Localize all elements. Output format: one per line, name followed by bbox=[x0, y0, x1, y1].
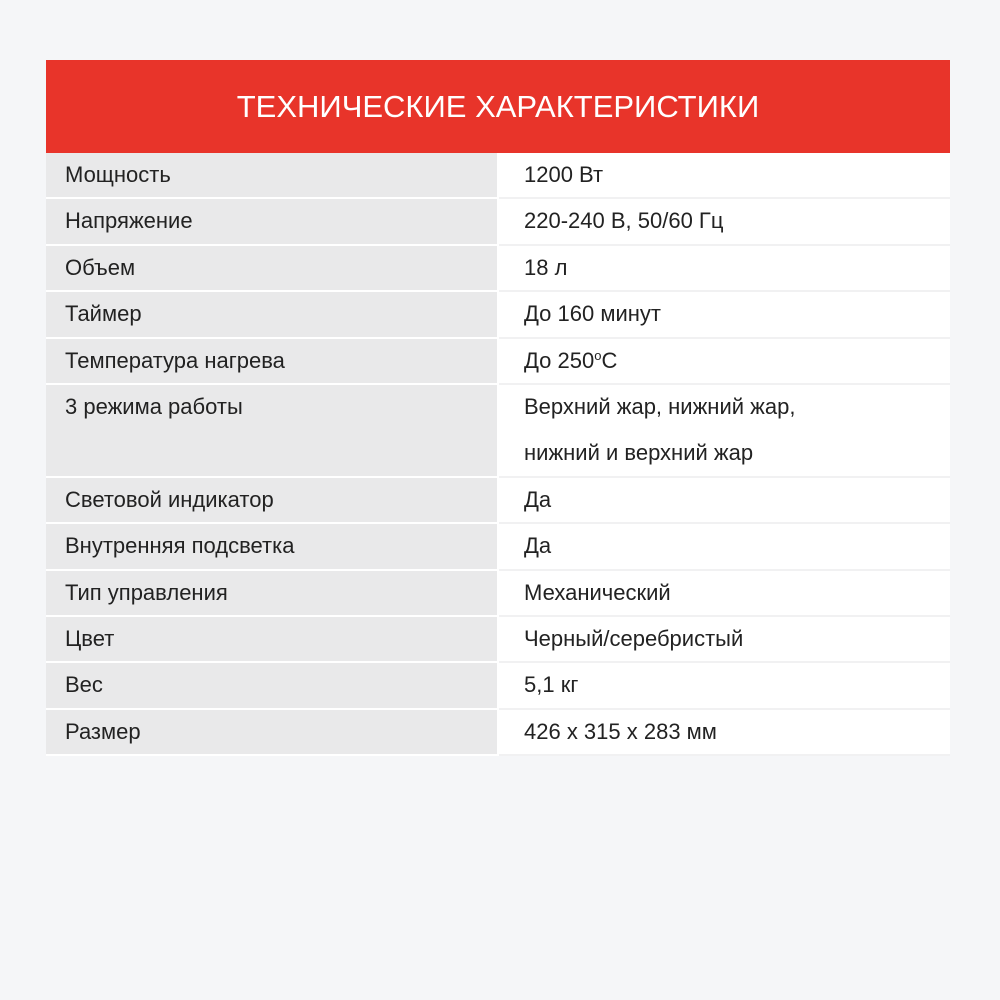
spec-value-timer: До 160 минут bbox=[524, 301, 661, 327]
spec-value-heating-temperature bbox=[499, 339, 950, 383]
spec-name-cell bbox=[46, 617, 499, 663]
spec-name-cell bbox=[46, 663, 499, 709]
spec-name-cell bbox=[46, 199, 499, 245]
spec-name-cell bbox=[46, 292, 499, 338]
spec-row-light-indicator bbox=[46, 478, 950, 524]
specifications-card bbox=[46, 60, 950, 756]
spec-value-cell bbox=[499, 246, 950, 292]
spec-row-power bbox=[46, 153, 950, 199]
spec-name-voltage: Напряжение bbox=[65, 208, 193, 234]
spec-name-cell bbox=[46, 385, 499, 478]
mode-line: Верхний жар, нижний жар, bbox=[524, 394, 796, 420]
spec-value-cell bbox=[499, 292, 950, 338]
temperature-value: До 250 bbox=[524, 347, 595, 373]
spec-value-power: 1200 Вт bbox=[524, 162, 604, 187]
spec-name-cell bbox=[46, 339, 499, 385]
spec-value-cell bbox=[499, 385, 950, 478]
spec-row-color bbox=[46, 617, 950, 663]
spec-name-color: Цвет bbox=[65, 626, 115, 652]
spec-name-cell bbox=[46, 571, 499, 617]
spec-name-cell bbox=[46, 478, 499, 524]
spec-name-heating-temperature: Температура нагрева bbox=[65, 347, 285, 373]
spec-value-cell bbox=[499, 153, 950, 199]
spec-row-timer bbox=[46, 292, 950, 338]
spec-name-timer: Таймер bbox=[65, 301, 142, 327]
spec-name-cell bbox=[46, 524, 499, 570]
spec-name-control-type: Тип управления bbox=[65, 579, 228, 605]
spec-value-light-indicator: Да bbox=[524, 486, 552, 512]
spec-value-volume: 18 л bbox=[524, 254, 568, 280]
spec-name-cell bbox=[46, 246, 499, 292]
spec-row-size bbox=[46, 710, 950, 756]
spec-value-cell bbox=[499, 710, 950, 756]
spec-value-operating-modes bbox=[499, 385, 950, 476]
spec-name-interior-light: Внутренняя подсветка bbox=[65, 533, 295, 559]
spec-value-cell bbox=[499, 339, 950, 385]
spec-value-cell bbox=[499, 571, 950, 617]
spec-value-cell bbox=[499, 524, 950, 570]
specifications-title: ТЕХНИЧЕСКИЕ ХАРАКТЕРИСТИКИ bbox=[236, 88, 760, 124]
spec-name-operating-modes: 3 режима работы bbox=[65, 394, 243, 420]
spec-name-cell bbox=[46, 153, 499, 199]
spec-row-volume bbox=[46, 246, 950, 292]
spec-name-light-indicator: Световой индикатор bbox=[65, 486, 274, 512]
spec-value-voltage: 220-240 В, 50/60 Гц bbox=[524, 208, 724, 234]
mode-line: нижний и верхний жар bbox=[524, 440, 754, 466]
spec-row-weight bbox=[46, 663, 950, 709]
specifications-table bbox=[46, 153, 950, 756]
spec-name-cell bbox=[46, 710, 499, 756]
spec-row-control-type bbox=[46, 571, 950, 617]
spec-row-interior-light bbox=[46, 524, 950, 570]
spec-value-weight: 5,1 кг bbox=[524, 672, 579, 698]
temperature-unit: С bbox=[601, 347, 618, 373]
spec-value-interior-light: Да bbox=[524, 533, 552, 559]
spec-value-size: 426 x 315 x 283 мм bbox=[524, 718, 717, 744]
spec-value-cell bbox=[499, 617, 950, 663]
spec-name-weight: Вес bbox=[65, 672, 103, 698]
spec-name-volume: Объем bbox=[65, 254, 136, 280]
spec-row-heating-temperature bbox=[46, 339, 950, 385]
spec-value-cell bbox=[499, 478, 950, 524]
spec-value-control-type: Механический bbox=[524, 579, 671, 605]
degree-symbol: о bbox=[594, 347, 602, 363]
spec-row-operating-modes bbox=[46, 385, 950, 478]
spec-value-cell bbox=[499, 199, 950, 245]
spec-value-cell bbox=[499, 663, 950, 709]
spec-name-power: Мощность bbox=[65, 162, 171, 187]
spec-name-size: Размер bbox=[65, 718, 141, 744]
specifications-header bbox=[46, 60, 950, 153]
spec-value-color: Черный/серебристый bbox=[524, 626, 744, 652]
spec-row-voltage bbox=[46, 199, 950, 245]
